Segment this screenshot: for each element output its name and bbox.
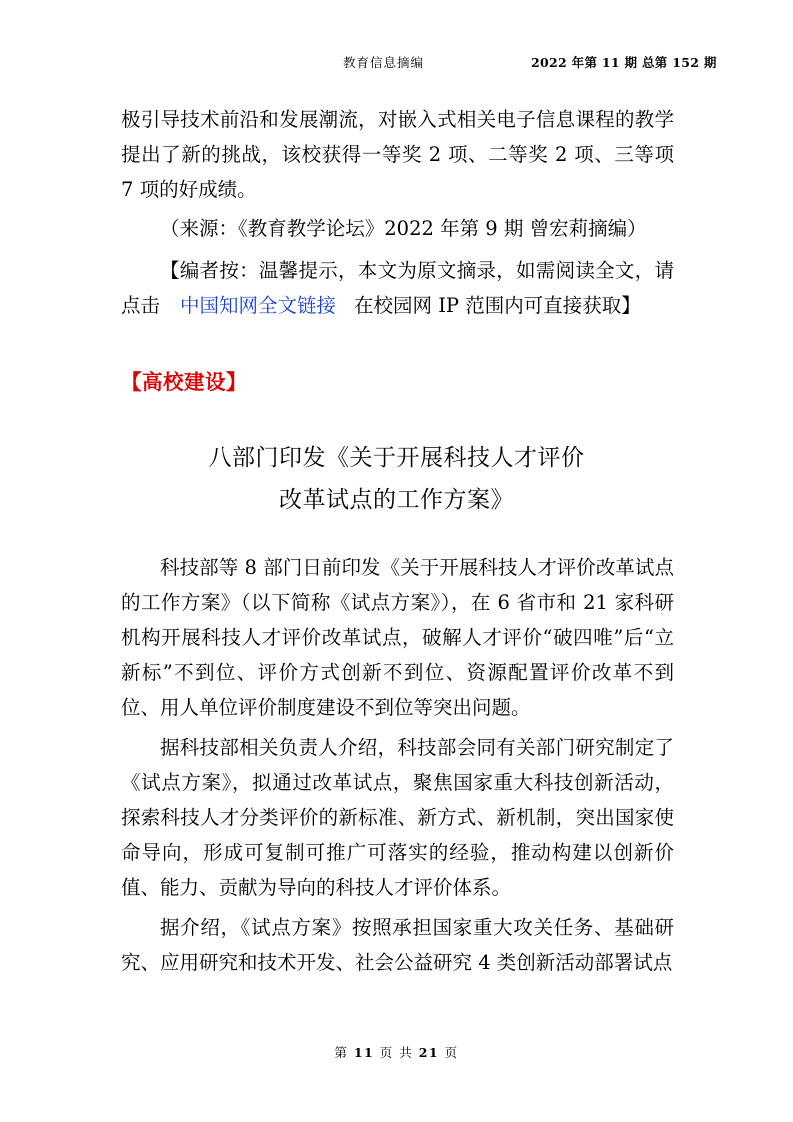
footer-suffix: 页	[444, 1045, 459, 1060]
editor-note	[121, 253, 674, 323]
page-footer	[0, 1043, 793, 1061]
body-paragraph: 据科技部相关负责人介绍，科技部会同有关部门研究制定了《试点方案》，拟通过改革试点，聚焦国家重大科技创新活动，探索科技人才分类评价的新标准、新方式、新机制，突出国家使命导向，形成可复制可推广可落实的经验，推动构建以创新价值、能力、贡献为导向的科技人才评价体系。	[121, 736, 674, 899]
prev-article-continuation: 极引导技术前沿和发展潮流，对嵌入式相关电子信息课程的教学提出了新的挑战，该校获得一等奖 2 项、二等奖 2 项、三等项 7 项的好成绩。	[121, 108, 674, 201]
cnki-fulltext-link[interactable]: 中国知网全文链接	[180, 294, 337, 317]
section-tag: 【高校建设】	[121, 370, 247, 394]
editor-note-suffix: 在校园网 IP 范围内可直接获取】	[354, 294, 641, 317]
footer-total-pages: 21	[418, 1045, 440, 1060]
article-title-line2: 改革试点的工作方案》	[279, 487, 514, 513]
body-paragraph: 据介绍，《试点方案》按照承担国家重大攻关任务、基础研究、应用研究和技术开发、社会公益研究 4 类创新活动部署试点	[121, 916, 674, 974]
article-body	[121, 550, 674, 980]
header-publication: 教育信息摘编	[343, 55, 425, 70]
body-paragraph: 科技部等 8 部门日前印发《关于开展科技人才评价改革试点的工作方案》（以下简称《试点方案》），在 6 省市和 21 家科研机构开展科技人才评价改革试点，破解人才评价“破四唯”后“立新标”不到位、评价方式创新不到位、资源配置评价改革不到位、用人单位评价制度建设不到位等突出问题。	[121, 556, 674, 719]
prev-article-source: （来源：《教育教学论坛》2022 年第 9 期 曾宏莉摘编）	[160, 217, 647, 240]
footer-middle: 页 共	[379, 1045, 414, 1060]
header-rule	[121, 75, 672, 76]
article-title-line1: 八部门印发《关于开展科技人才评价	[208, 445, 585, 471]
header-issue: 2022 年第 11 期 总第 152 期	[531, 55, 717, 70]
editor-note-prefix: 【编者按：温馨提示，本文为原文摘录，如需阅读全文，请点击	[121, 259, 674, 317]
footer-prefix: 第	[334, 1045, 349, 1060]
footer-page-number: 11	[353, 1045, 375, 1060]
